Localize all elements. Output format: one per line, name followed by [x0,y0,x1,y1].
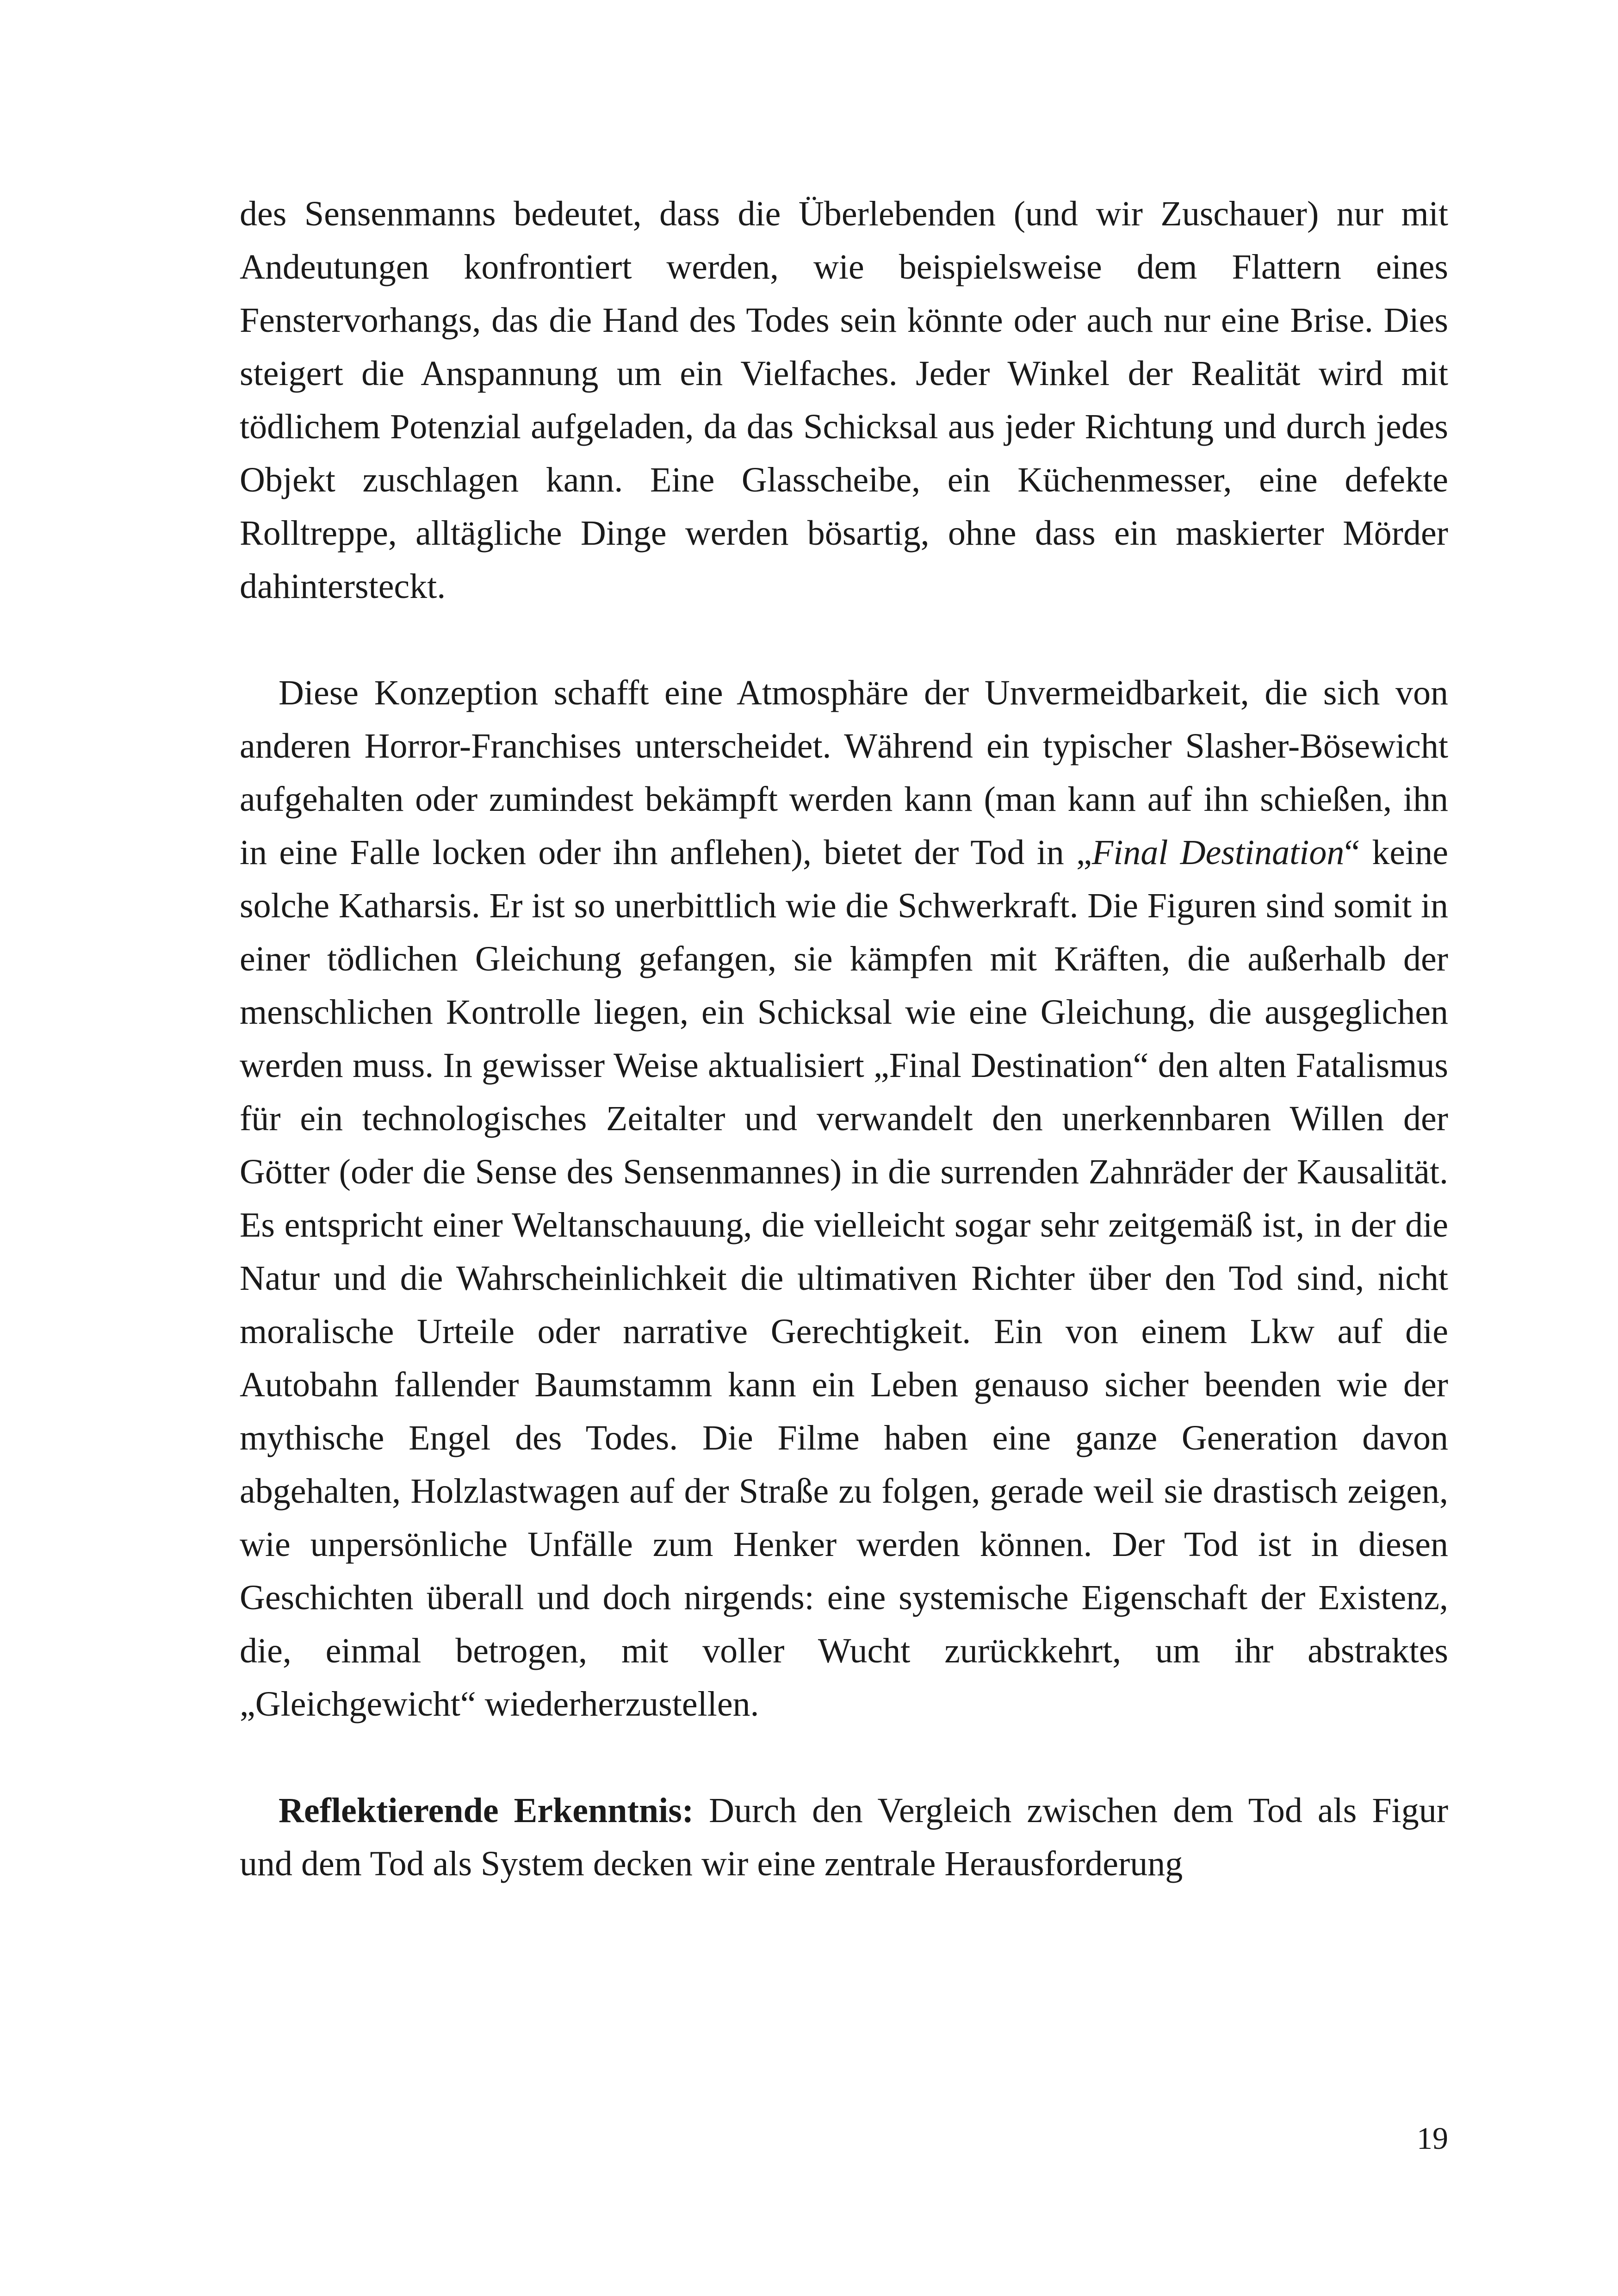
paragraph-1 [240,187,1448,613]
paragraph-2-text-end: “ keine solche Katharsis. Er ist so unerbittlich wie die Schwerkraft. Die Figuren sind somit in einer tödlichen Gleichung gefangen, sie kämpfen mit Kräften, die außerhalb der menschlichen Kontrolle liegen, ein Schicksal wie eine Gleichung, die ausgeglichen werden muss. In gewisser Weise aktualisiert „Final Destination“ den alten Fatalismus für ein technologisches Zeitalter und verwandelt den unerkennbaren Willen der Götter (oder die Sense des Sensenmannes) in die surrenden Zahnräder der Kausalität. Es entspricht einer Weltanschauung, die vielleicht sogar sehr zeitgemäß ist, in der die Natur und die Wahrscheinlichkeit die ultimativen Richter über den Tod sind, nicht moralische Urteile oder narrative Gerechtigkeit. Ein von einem Lkw auf die Autobahn fallender Baumstamm kann ein Leben genauso sicher beenden wie der mythische Engel des Todes. Die Filme haben eine ganze Generation davon abgehalten, Holzlastwagen auf der Straße zu folgen, gerade weil sie drastisch zeigen, wie unpersönliche Unfälle zum Henker werden können. Der Tod ist in diesen Geschichten überall und doch nirgends: eine systemische Eigenschaft der Existenz, die, einmal betrogen, mit voller Wucht zurückkehrt, um ihr abstraktes „Gleichgewicht“ wiederherzustellen. [240,833,1448,1724]
film-title-italic: Final Destination [1091,833,1345,872]
paragraph-3-lead-bold: Reflektierende Erkenntnis: [279,1791,694,1830]
paragraph-2 [240,666,1448,1731]
paragraph-2-text-start: Diese Konzeption schafft eine Atmosphäre der Unvermeidbarkeit, die sich von anderen Horror-Franchises unterscheidet. Während ein typischer Slasher-Bösewicht aufgehalten oder zumindest bekämpft werden kann (man kann auf ihn schießen, ihn in eine Falle locken oder ihn anflehen), bietet der Tod in „ [240,673,1448,872]
page-number: 19 [1417,2121,1448,2156]
paragraph-1-text: des Sensenmanns bedeutet, dass die Überlebenden (und wir Zuschauer) nur mit Andeutungen konfrontiert werden, wie beispielsweise dem Flattern eines Fenstervorhangs, das die Hand des Todes sein könnte oder auch nur eine Brise. Dies steigert die Anspannung um ein Vielfaches. Jeder Winkel der Realität wird mit tödlichem Potenzial aufgeladen, da das Schicksal aus jeder Richtung und durch jedes Objekt zuschlagen kann. Eine Glasscheibe, ein Küchenmesser, eine defekte Rolltreppe, alltägliche Dinge werden bösartig, ohne dass ein maskierter Mörder dahintersteckt. [240,194,1448,606]
paragraph-3-text: Durch den Vergleich zwischen dem Tod als Figur und dem Tod als System decken wir eine zentrale Herausforderung [240,1791,1449,1883]
body-text [240,187,1448,1891]
paragraph-3 [240,1784,1448,1891]
